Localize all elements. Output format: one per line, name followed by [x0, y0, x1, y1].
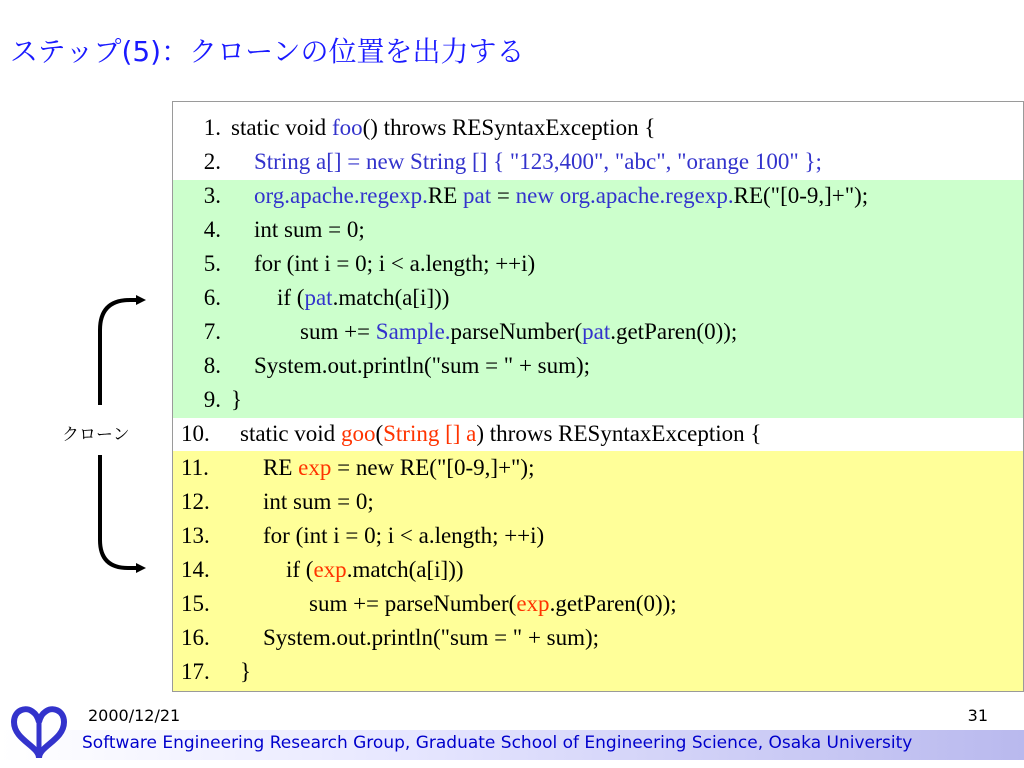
slide-title: ステップ(5)：クローンの位置を出力する — [10, 35, 525, 68]
code-token: System.out.println("sum = " + sum); — [231, 353, 591, 378]
code-line — [173, 451, 1023, 485]
clone-arrows — [0, 0, 172, 600]
code-token: org.apache.regexp. — [231, 183, 428, 208]
line-code — [240, 519, 544, 553]
code-token: String a[] = new String [] { "123,400", "abc", "orange 100" }; — [231, 149, 822, 174]
code-token: = — [491, 183, 516, 208]
code-line — [173, 485, 1023, 519]
line-code — [231, 281, 449, 315]
code-token: pat — [582, 319, 611, 344]
code-token: exp — [516, 591, 550, 616]
code-line — [173, 587, 1023, 621]
code-line — [173, 621, 1023, 655]
code-line — [173, 281, 1023, 315]
code-token: parseNumber( — [450, 319, 583, 344]
line-number: 17. — [181, 659, 210, 684]
code-token: Sample. — [375, 319, 451, 344]
line-number: 5. — [203, 251, 221, 276]
code-token: RE("[0-9,]+"); — [733, 183, 869, 208]
code-token: new org.apache.regexp. — [515, 183, 734, 208]
code-line — [173, 553, 1023, 587]
line-number: 1. — [203, 115, 221, 140]
code-line — [173, 349, 1023, 383]
code-token: int sum = 0; — [231, 217, 365, 242]
line-number: 12. — [181, 489, 210, 514]
code-line — [173, 383, 1023, 417]
code-line — [173, 247, 1023, 281]
line-number: 16. — [181, 625, 210, 650]
code-token: } — [231, 387, 243, 412]
code-token: ( — [375, 421, 384, 446]
page-number: 31 — [967, 706, 988, 725]
code-token: exp — [298, 455, 332, 480]
code-token: pat — [304, 285, 333, 310]
code-token: } — [240, 659, 252, 684]
line-code — [240, 621, 599, 655]
line-number: 6. — [203, 285, 221, 310]
code-token: sum += parseNumber( — [240, 591, 517, 616]
curved-arrow-down-icon — [100, 455, 142, 568]
slide-date: 2000/12/21 — [88, 706, 181, 725]
code-token: if ( — [240, 557, 314, 582]
code-line — [173, 145, 1023, 179]
line-number: 11. — [181, 455, 209, 480]
code-line — [173, 315, 1023, 349]
code-token: .getParen(0)); — [610, 319, 738, 344]
line-code — [231, 383, 242, 417]
line-code — [240, 485, 374, 519]
line-code — [240, 417, 761, 451]
code-line — [173, 213, 1023, 247]
line-code — [231, 111, 655, 145]
line-number: 4. — [203, 217, 221, 242]
university-logo-icon — [6, 700, 72, 762]
code-token: static void — [231, 115, 332, 140]
clone-label: クローン — [62, 425, 130, 445]
code-token: int sum = 0; — [240, 489, 374, 514]
footer-text: Software Engineering Research Group, Graduate School of Engineering Science, Osaka University — [82, 733, 913, 753]
line-code — [240, 587, 677, 621]
code-line — [173, 417, 1023, 451]
code-line — [173, 519, 1023, 553]
code-token: String [] a — [383, 421, 477, 446]
line-code — [231, 213, 365, 247]
code-line — [173, 179, 1023, 213]
line-code — [240, 451, 534, 485]
line-number: 2. — [203, 149, 221, 174]
code-token: System.out.println("sum = " + sum); — [240, 625, 600, 650]
line-code — [231, 315, 737, 349]
line-number: 15. — [181, 591, 210, 616]
line-code — [240, 553, 464, 587]
line-number: 10. — [181, 421, 210, 446]
code-token: .match(a[i])) — [332, 285, 450, 310]
code-token: ) throws RESyntaxException { — [476, 421, 762, 446]
line-number: 8. — [203, 353, 221, 378]
code-listing — [172, 101, 1024, 692]
curved-arrow-up-icon — [100, 300, 142, 405]
line-number: 3. — [203, 183, 221, 208]
code-line — [173, 111, 1023, 145]
line-number: 13. — [181, 523, 210, 548]
code-token: RE — [240, 455, 299, 480]
code-token: sum += — [231, 319, 376, 344]
code-token: for (int i = 0; i < a.length; ++i) — [240, 523, 545, 548]
line-code — [231, 349, 590, 383]
line-code — [240, 655, 251, 689]
code-token: .getParen(0)); — [549, 591, 677, 616]
code-token: foo — [331, 115, 363, 140]
code-token: static void — [240, 421, 341, 446]
code-token: for (int i = 0; i < a.length; ++i) — [231, 251, 536, 276]
code-token: goo — [340, 421, 376, 446]
code-token: if ( — [231, 285, 305, 310]
line-number: 7. — [203, 319, 221, 344]
line-code — [231, 179, 868, 213]
code-token: pat — [463, 183, 492, 208]
code-token: .match(a[i])) — [346, 557, 464, 582]
line-code — [231, 145, 822, 179]
code-line — [173, 655, 1023, 689]
line-number: 14. — [181, 557, 210, 582]
code-token: RE — [427, 183, 464, 208]
code-token: () throws RESyntaxException { — [362, 115, 656, 140]
line-code — [231, 247, 535, 281]
code-token: = new RE("[0-9,]+"); — [331, 455, 535, 480]
line-number: 9. — [203, 387, 221, 412]
code-token: exp — [313, 557, 347, 582]
